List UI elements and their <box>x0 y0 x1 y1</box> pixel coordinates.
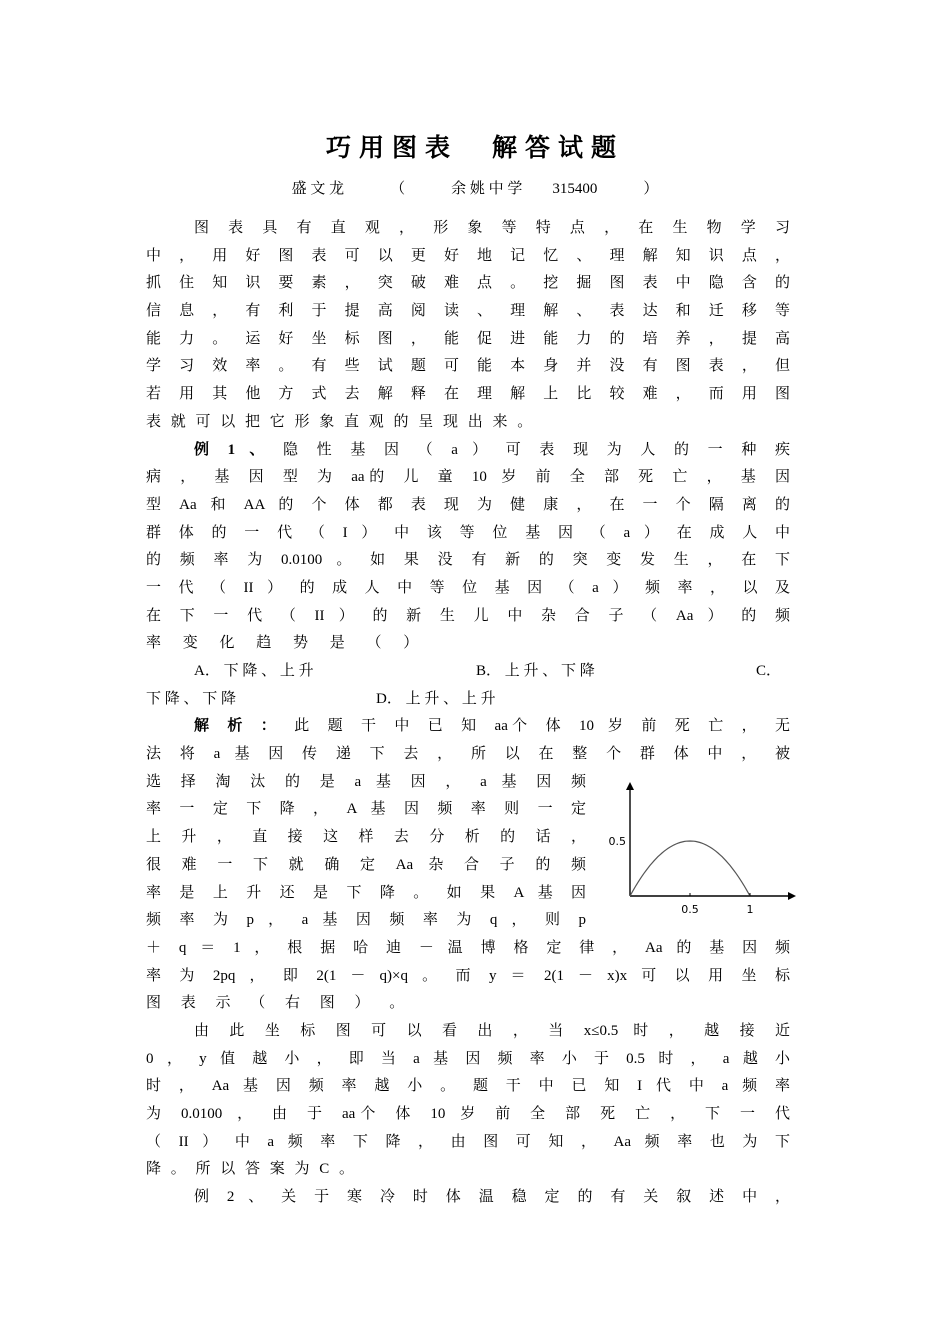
example1-line: 率 变 化 趋 势 是 （ ） <box>146 635 419 652</box>
example1-options-row-2 <box>146 686 790 714</box>
author-school: 余 姚 中 学 <box>451 181 523 197</box>
intro-line: 能 力 。 运 好 坐 标 图 ， 能 促 进 能 力 的 培 养 ， 提 高 <box>146 330 790 347</box>
example2-line: 例 2 、 关 于 寒 冷 时 体 温 稳 定 的 有 关 叙 述 中 ， <box>194 1189 790 1206</box>
analysis-narrow-line: 率 一 定 下 降 ， A 基 因 频 率 则 一 定 <box>146 801 586 818</box>
author-open-paren: （ <box>390 181 406 197</box>
analysis-para2-line: 0 ， y 值 越 小 ， 即 当 a 基 因 频 率 小 于 0.5 时 ， a 越 小 <box>146 1050 790 1067</box>
y-tick-label: 0.5 <box>608 835 626 848</box>
analysis-first-text: 此 题 干 中 已 知 aa个 体 10 岁 前 死 亡 ， 无 <box>294 718 790 735</box>
option-c: C． <box>756 663 782 679</box>
analysis-para2-line: 为 0.0100 ， 由 于 aa个 体 10 岁 前 全 部 死 亡 ， 下 一 代 <box>146 1106 790 1122</box>
intro-line: 学 习 效 率 。 有 些 试 题 可 能 本 身 并 没 有 图 表 ， 但 <box>146 358 790 375</box>
intro-line: 若 用 其 他 方 式 去 解 释 在 理 解 上 比 较 难 ， 而 用 图 <box>146 386 790 403</box>
data-curve <box>630 841 750 896</box>
analysis-para2-line: 降 。 所 以 答 案 为 C 。 <box>146 1161 355 1178</box>
option-b: B． 上 升 、 下 降 <box>476 663 595 679</box>
title-part-1: 巧用图表 <box>325 133 458 162</box>
article-body <box>146 215 790 1212</box>
analysis-line: 图 表 示 （ 右 图 ） 。 <box>146 995 405 1012</box>
example1-line: 病 ， 基 因 型 为 aa的 儿 童 10 岁 前 全 部 死 亡 ， 基 因 <box>146 469 790 486</box>
example1-options-row-1 <box>146 658 790 686</box>
analysis-para2-line: 时 ， Aa 基 因 频 率 越 小 。 题 干 中 已 知 I 代 中 a 频 率 <box>146 1078 790 1095</box>
title-part-2: 解答试题 <box>492 133 625 162</box>
x-tick-label: 1 <box>746 903 754 916</box>
intro-line: 抓 住 知 识 要 素 ， 突 破 难 点 。 挖 掘 图 表 中 隐 含 的 <box>146 275 790 292</box>
analysis-para2-line: 由 此 坐 标 图 可 以 看 出 ， 当 x≤0.5 时 ， 越 接 近 <box>194 1022 790 1039</box>
author-line <box>0 177 950 198</box>
analysis-narrow-line: 频 率 为 p ， a 基 因 频 率 为 q ， 则 p <box>146 912 586 929</box>
analysis-narrow-line: 上 升 ， 直 接 这 样 去 分 析 的 话 ， <box>146 829 586 846</box>
author-close-paren: ） <box>643 181 659 197</box>
analysis-narrow-line: 率 是 上 升 还 是 下 降 。 如 果 A 基 因 <box>146 884 586 901</box>
example1-line: 型 Aa 和 AA 的 个 体 都 表 现 为 健 康 ， 在 一 个 隔 离 的 <box>146 496 790 513</box>
option-d: D． 上 升 、 上 升 <box>376 690 496 707</box>
analysis-narrow-line: 很 难 一 下 就 确 定 Aa 杂 合 子 的 频 <box>146 856 586 873</box>
example1-line: 一 代 （ II ） 的 成 人 中 等 位 基 因 （ a ） 频 率 ， 以 及 <box>146 579 790 596</box>
example1-first-text: 隐 性 基 因 （ a ） 可 表 现 为 人 的 一 种 疾 <box>283 441 790 458</box>
frequency-chart <box>604 782 796 922</box>
option-c-text: 下 降 、 下 降 <box>146 690 237 707</box>
example1-line: 在 下 一 代 （ II ） 的 新 生 儿 中 杂 合 子 （ Aa ） 的 频 <box>146 607 790 624</box>
example1-line <box>146 437 790 465</box>
example1-line: 群 体 的 一 代 （ I ） 中 该 等 位 基 因 （ a ） 在 成 人 中 <box>146 524 790 541</box>
analysis-line <box>146 713 790 741</box>
analysis-para2-line: （ II ） 中 a 频 率 下 降 ， 由 图 可 知 ， Aa 频 率 也 为 下 <box>146 1133 790 1150</box>
example1-label: 例 1 、 <box>194 441 269 458</box>
option-a: A． 下 降 、 上 升 <box>194 663 314 679</box>
author-postcode: 315400 <box>552 181 598 197</box>
document-title <box>0 128 950 164</box>
intro-line: 图 表 具 有 直 观 ， 形 象 等 特 点 ， 在 生 物 学 习 <box>194 220 790 236</box>
analysis-label: 解 析 ： <box>194 718 281 735</box>
example1-line: 的 频 率 为 0.0100 。 如 果 没 有 新 的 突 变 发 生 ， 在 下 <box>146 552 790 569</box>
analysis-line: 法 将 a 基 因 传 递 下 去 ， 所 以 在 整 个 群 体 中 ， 被 <box>146 746 790 763</box>
intro-line: 中 ， 用 好 图 表 可 以 更 好 地 记 忆 、 理 解 知 识 点 ， <box>146 247 790 264</box>
analysis-narrow-line: 选 择 淘 汰 的 是 a 基 因 ， a 基 因 频 <box>146 773 586 790</box>
x-tick-label: 0.5 <box>681 903 699 916</box>
analysis-line: ＋ q ＝ 1 ， 根 据 哈 迪 － 温 博 格 定 律 ， Aa 的 基 因 频 <box>146 939 790 956</box>
author-name: 盛 文 龙 <box>291 181 345 197</box>
intro-line: 表 就 可 以 把 它 形 象 直 观 的 呈 现 出 来 。 <box>146 413 533 430</box>
analysis-line: 率 为 2pq ， 即 2(1 － q)×q 。 而 y ＝ 2(1 － x)x 可 以 用 坐 标 <box>146 967 790 984</box>
intro-line: 信 息 ， 有 利 于 提 高 阅 读 、 理 解 、 表 达 和 迁 移 等 <box>146 303 790 320</box>
